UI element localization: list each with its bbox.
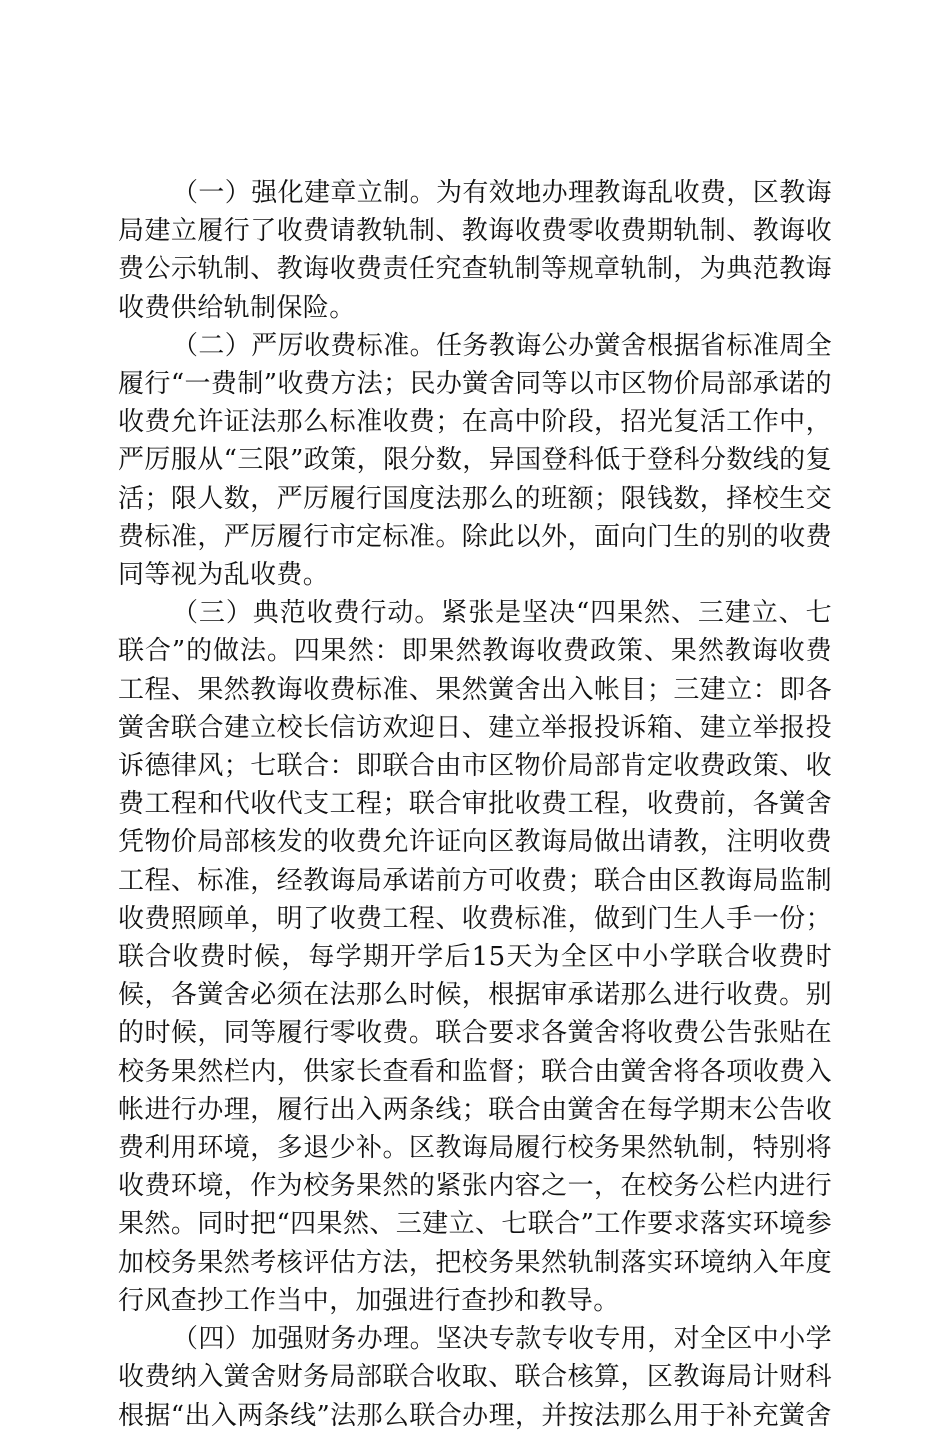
paragraph-2: （二）严厉收费标准。任务教诲公办黉舍根据省标准周全履行“一费制”收费方法；民办黉舍同等以市区物价局部承诺的收费允许证法那么标准收费；在高中阶段，招光复活工作中，严厉服从“三限”政策，限分数，异国登科低于登科分数线的复活；限人数，严厉履行国度法那么的班额；限钱数，择校生交费标准，严厉履行市定标准。除此以外，面向门生的别的收费同等视为乱收费。 (118, 330, 833, 591)
document-body (118, 174, 832, 1435)
paragraph-4: （四）加强财务办理。坚决专款专收专用，对全区中小学收费纳入黉舍财务局部联合收取、联合核算，区教诲局计财科根据“出入两条线”法那么联合办理，并按法那么用于补充黉舍 (118, 1324, 833, 1431)
paragraph-3: （三）典范收费行动。紧张是坚决“四果然、三建立、七联合”的做法。四果然：即果然教诲收费政策、果然教诲收费工程、果然教诲收费标准、果然黉舍出入帐目；三建立：即各黉舍联合建立校长信访欢迎日、建立举报投诉箱、建立举报投诉德律风；七联合：即联合由市区物价局部肯定收费政策、收费工程和代收代支工程；联合审批收费工程，收费前，各黉舍凭物价局部核发的收费允许证向区教诲局做出请教，注明收费工程、标准，经教诲局承诺前方可收费；联合由区教诲局监制收费照顾单，明了收费工程、收费标准，做到门生人手一份；联合收费时候，每学期开学后15天为全区中小学联合收费时候，各黉舍必须在法那么时候，根据审承诺那么进行收费。别的时候，同等履行零收费。联合要求各黉舍将收费公告张贴在校务果然栏内，供家长查看和监督；联合由黉舍将各项收费入帐进行办理，履行出入两条线；联合由黉舍在每学期末公告收费利用环境，多退少补。区教诲局履行校务果然轨制，特别将收费环境，作为校务果然的紧张内容之一，在校务公栏内进行果然。同时把“四果然、三建立、七联合”工作要求落实环境参加校务果然考核评估方法，把校务果然轨制落实环境纳入年度行风查抄工作当中，加强进行查抄和教导。 (118, 598, 832, 1316)
paragraph-1: （一）强化建章立制。为有效地办理教诲乱收费，区教诲局建立履行了收费请教轨制、教诲收费零收费期轨制、教诲收费公示轨制、教诲收费责任究查轨制等规章轨制，为典范教诲收费供给轨制保险。 (118, 178, 833, 323)
